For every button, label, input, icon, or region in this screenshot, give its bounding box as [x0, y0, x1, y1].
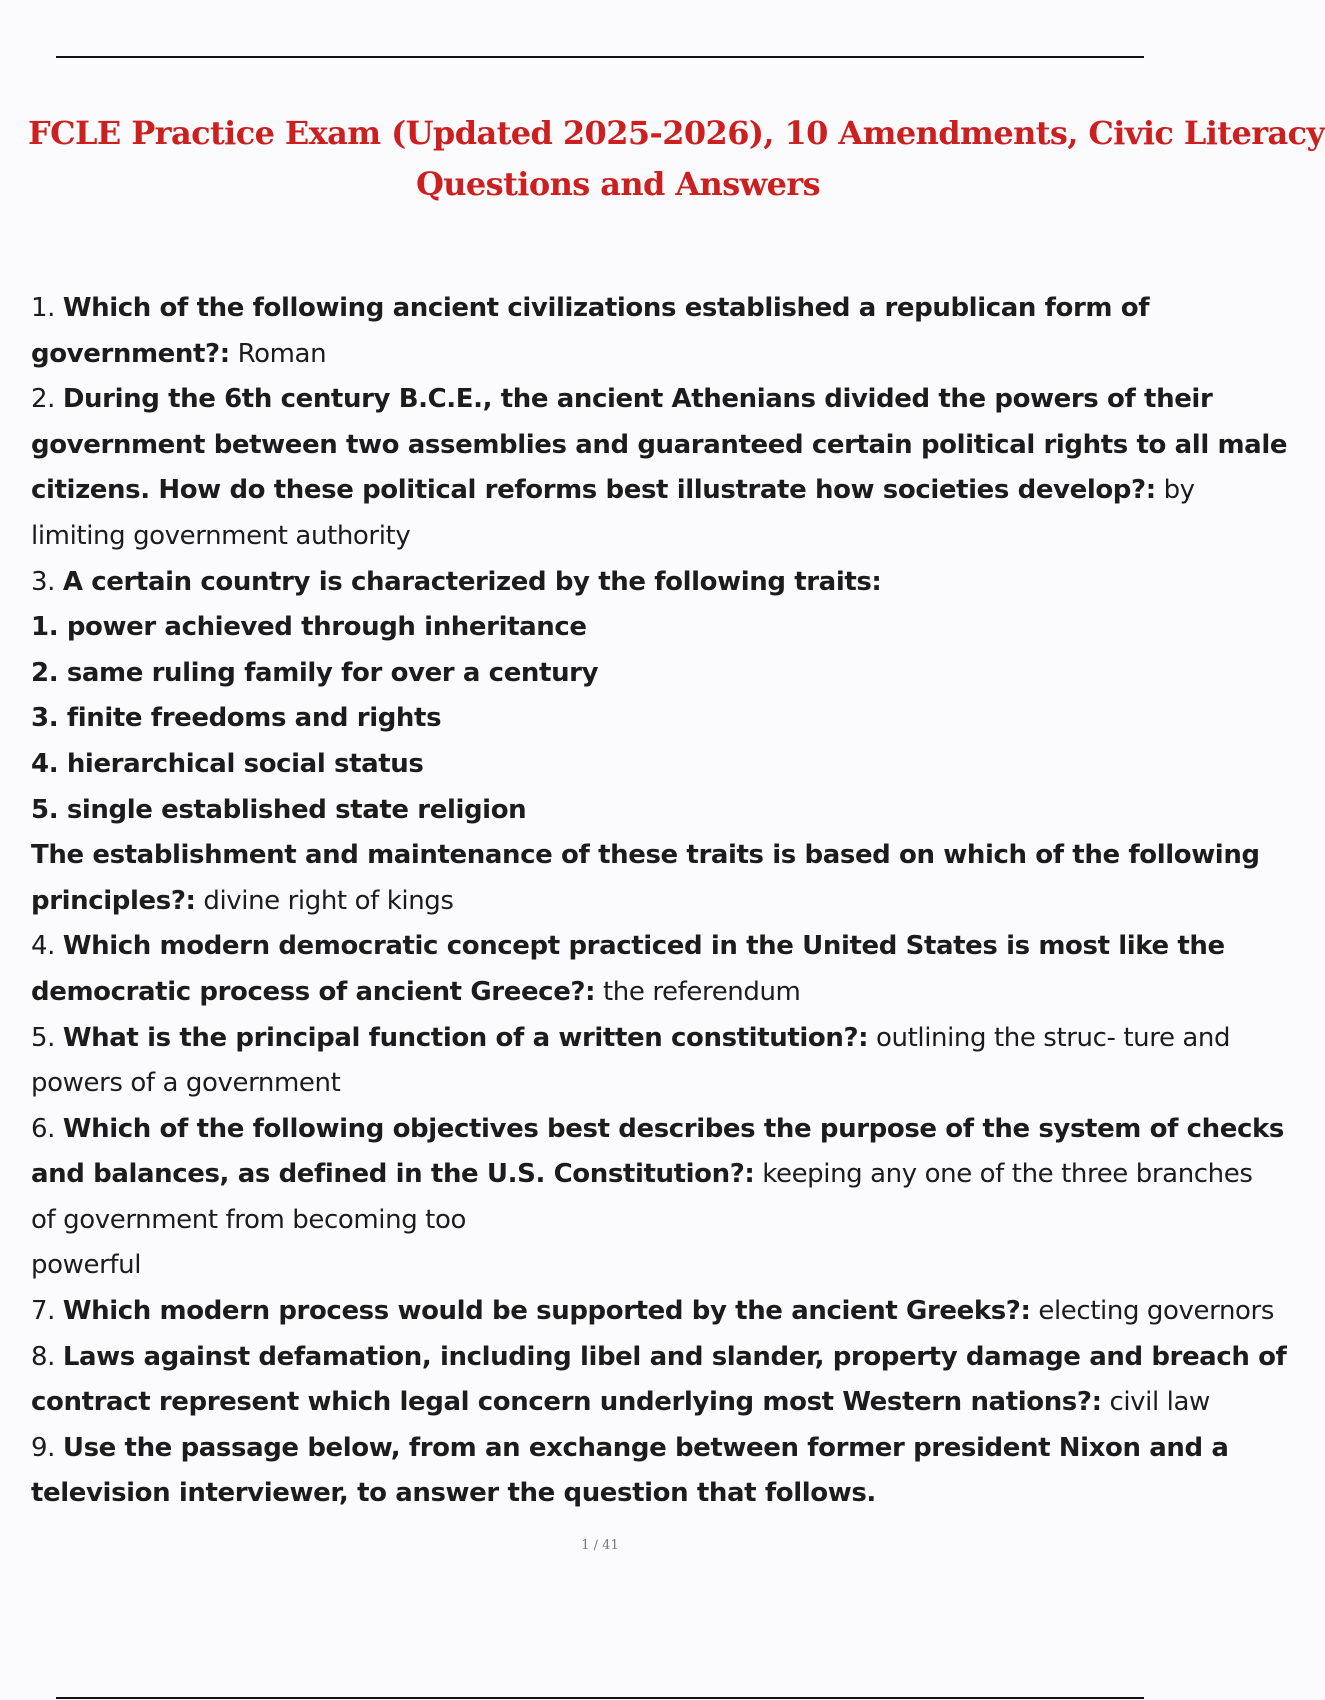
question-text: Which modern democratic concept practiced in the United States is most like the	[62, 931, 1225, 962]
question-text: 3. finite freedoms and rights	[31, 703, 442, 734]
question-number: 6.	[31, 1113, 63, 1144]
answer-text: outlining the struc- ture and	[868, 1022, 1231, 1053]
answer-text: divine right of kings	[195, 885, 454, 916]
answer-text: of government from becoming too	[31, 1204, 466, 1235]
qa-line	[31, 879, 1200, 925]
qa-line	[31, 332, 1200, 378]
qa-line	[31, 1243, 1200, 1289]
qa-line	[31, 696, 1200, 742]
question-text: democratic process of ancient Greece?:	[31, 976, 596, 1007]
page-number: 1 / 41	[581, 1538, 619, 1553]
qa-line	[31, 924, 1225, 970]
question-text: Which of the following ancient civilizations established a republican form of	[62, 293, 1150, 323]
title-line-2: Questions and Answers	[415, 165, 821, 203]
question-number: 3.	[31, 566, 63, 597]
qa-line	[31, 1289, 1274, 1335]
qa-line	[31, 1471, 1200, 1517]
question-text: government between two assemblies and guaranteed certain political rights to all male	[31, 429, 1288, 460]
question-text: 5. single established state religion	[31, 794, 527, 825]
answer-text: limiting government authority	[31, 520, 411, 551]
answer-text: electing governors	[1030, 1296, 1274, 1327]
answer-text: powers of a government	[31, 1068, 341, 1099]
qa-line	[31, 788, 1200, 834]
question-text: contract represent which legal concern underlying most Western nations?:	[31, 1387, 1102, 1418]
answer-text: keeping any one of the three branches	[754, 1159, 1253, 1190]
qa-line	[31, 423, 1288, 469]
question-text: The establishment and maintenance of these traits is based on which of the following	[31, 840, 1260, 871]
qa-line	[31, 605, 1200, 651]
bottom-rule	[56, 1697, 1144, 1699]
qa-line	[31, 377, 1213, 423]
qa-line	[31, 514, 1200, 560]
qa-line	[31, 1107, 1285, 1153]
question-number: 9.	[31, 1432, 63, 1463]
qa-line	[31, 742, 1200, 788]
question-text: and balances, as defined in the U.S. Constitution?:	[31, 1159, 755, 1190]
question-number: 1.	[31, 293, 63, 323]
question-text: Laws against defamation, including libel and slander, property damage and breach of	[62, 1341, 1287, 1372]
qa-line	[31, 1335, 1287, 1381]
qa-line	[31, 1198, 1200, 1244]
qa-line	[31, 560, 1200, 606]
question-text: principles?:	[31, 885, 196, 916]
question-text: 1. power achieved through inheritance	[31, 612, 587, 643]
question-number: 4.	[31, 931, 63, 962]
qa-line	[31, 1061, 1200, 1107]
answer-text: civil law	[1101, 1387, 1210, 1418]
qa-line	[31, 1152, 1253, 1198]
qa-line	[31, 1380, 1210, 1426]
question-text: A certain country is characterized by the following traits:	[62, 566, 882, 597]
question-text: Which of the following objectives best describes the purpose of the system of checks	[62, 1113, 1285, 1144]
qa-line	[31, 1016, 1231, 1062]
question-text: What is the principal function of a written constitution?:	[62, 1022, 869, 1053]
title-line-1: FCLE Practice Exam (Updated 2025-2026), 10 Amendments, Civic Literacy	[28, 114, 1325, 152]
answer-text: by	[1155, 475, 1195, 506]
question-text: Which modern process would be supported by the ancient Greeks?:	[62, 1296, 1031, 1327]
question-text: television interviewer, to answer the question that follows.	[31, 1478, 876, 1509]
qa-line	[31, 833, 1260, 879]
qa-line	[31, 970, 1200, 1016]
question-text: 2. same ruling family for over a century	[31, 657, 599, 688]
qa-line	[31, 1426, 1229, 1472]
qa-list	[31, 286, 1288, 1517]
top-rule	[56, 56, 1144, 58]
question-text: During the 6th century B.C.E., the ancient Athenians divided the powers of their	[62, 384, 1213, 415]
answer-text: powerful	[31, 1250, 142, 1281]
qa-line	[31, 286, 1200, 332]
question-text: citizens. How do these political reforms best illustrate how societies develop?:	[31, 475, 1156, 506]
question-number: 2.	[31, 384, 63, 415]
question-text: 4. hierarchical social status	[31, 748, 424, 779]
question-number: 7.	[31, 1296, 63, 1327]
question-number: 8.	[31, 1341, 63, 1372]
question-text: Use the passage below, from an exchange between former president Nixon and a	[62, 1432, 1229, 1463]
answer-text: the referendum	[595, 976, 801, 1007]
answer-text: Roman	[229, 338, 327, 369]
qa-line	[31, 651, 1200, 697]
qa-line	[31, 468, 1200, 514]
question-text: government?:	[31, 338, 230, 369]
question-number: 5.	[31, 1022, 63, 1053]
document-title	[0, 108, 1325, 210]
